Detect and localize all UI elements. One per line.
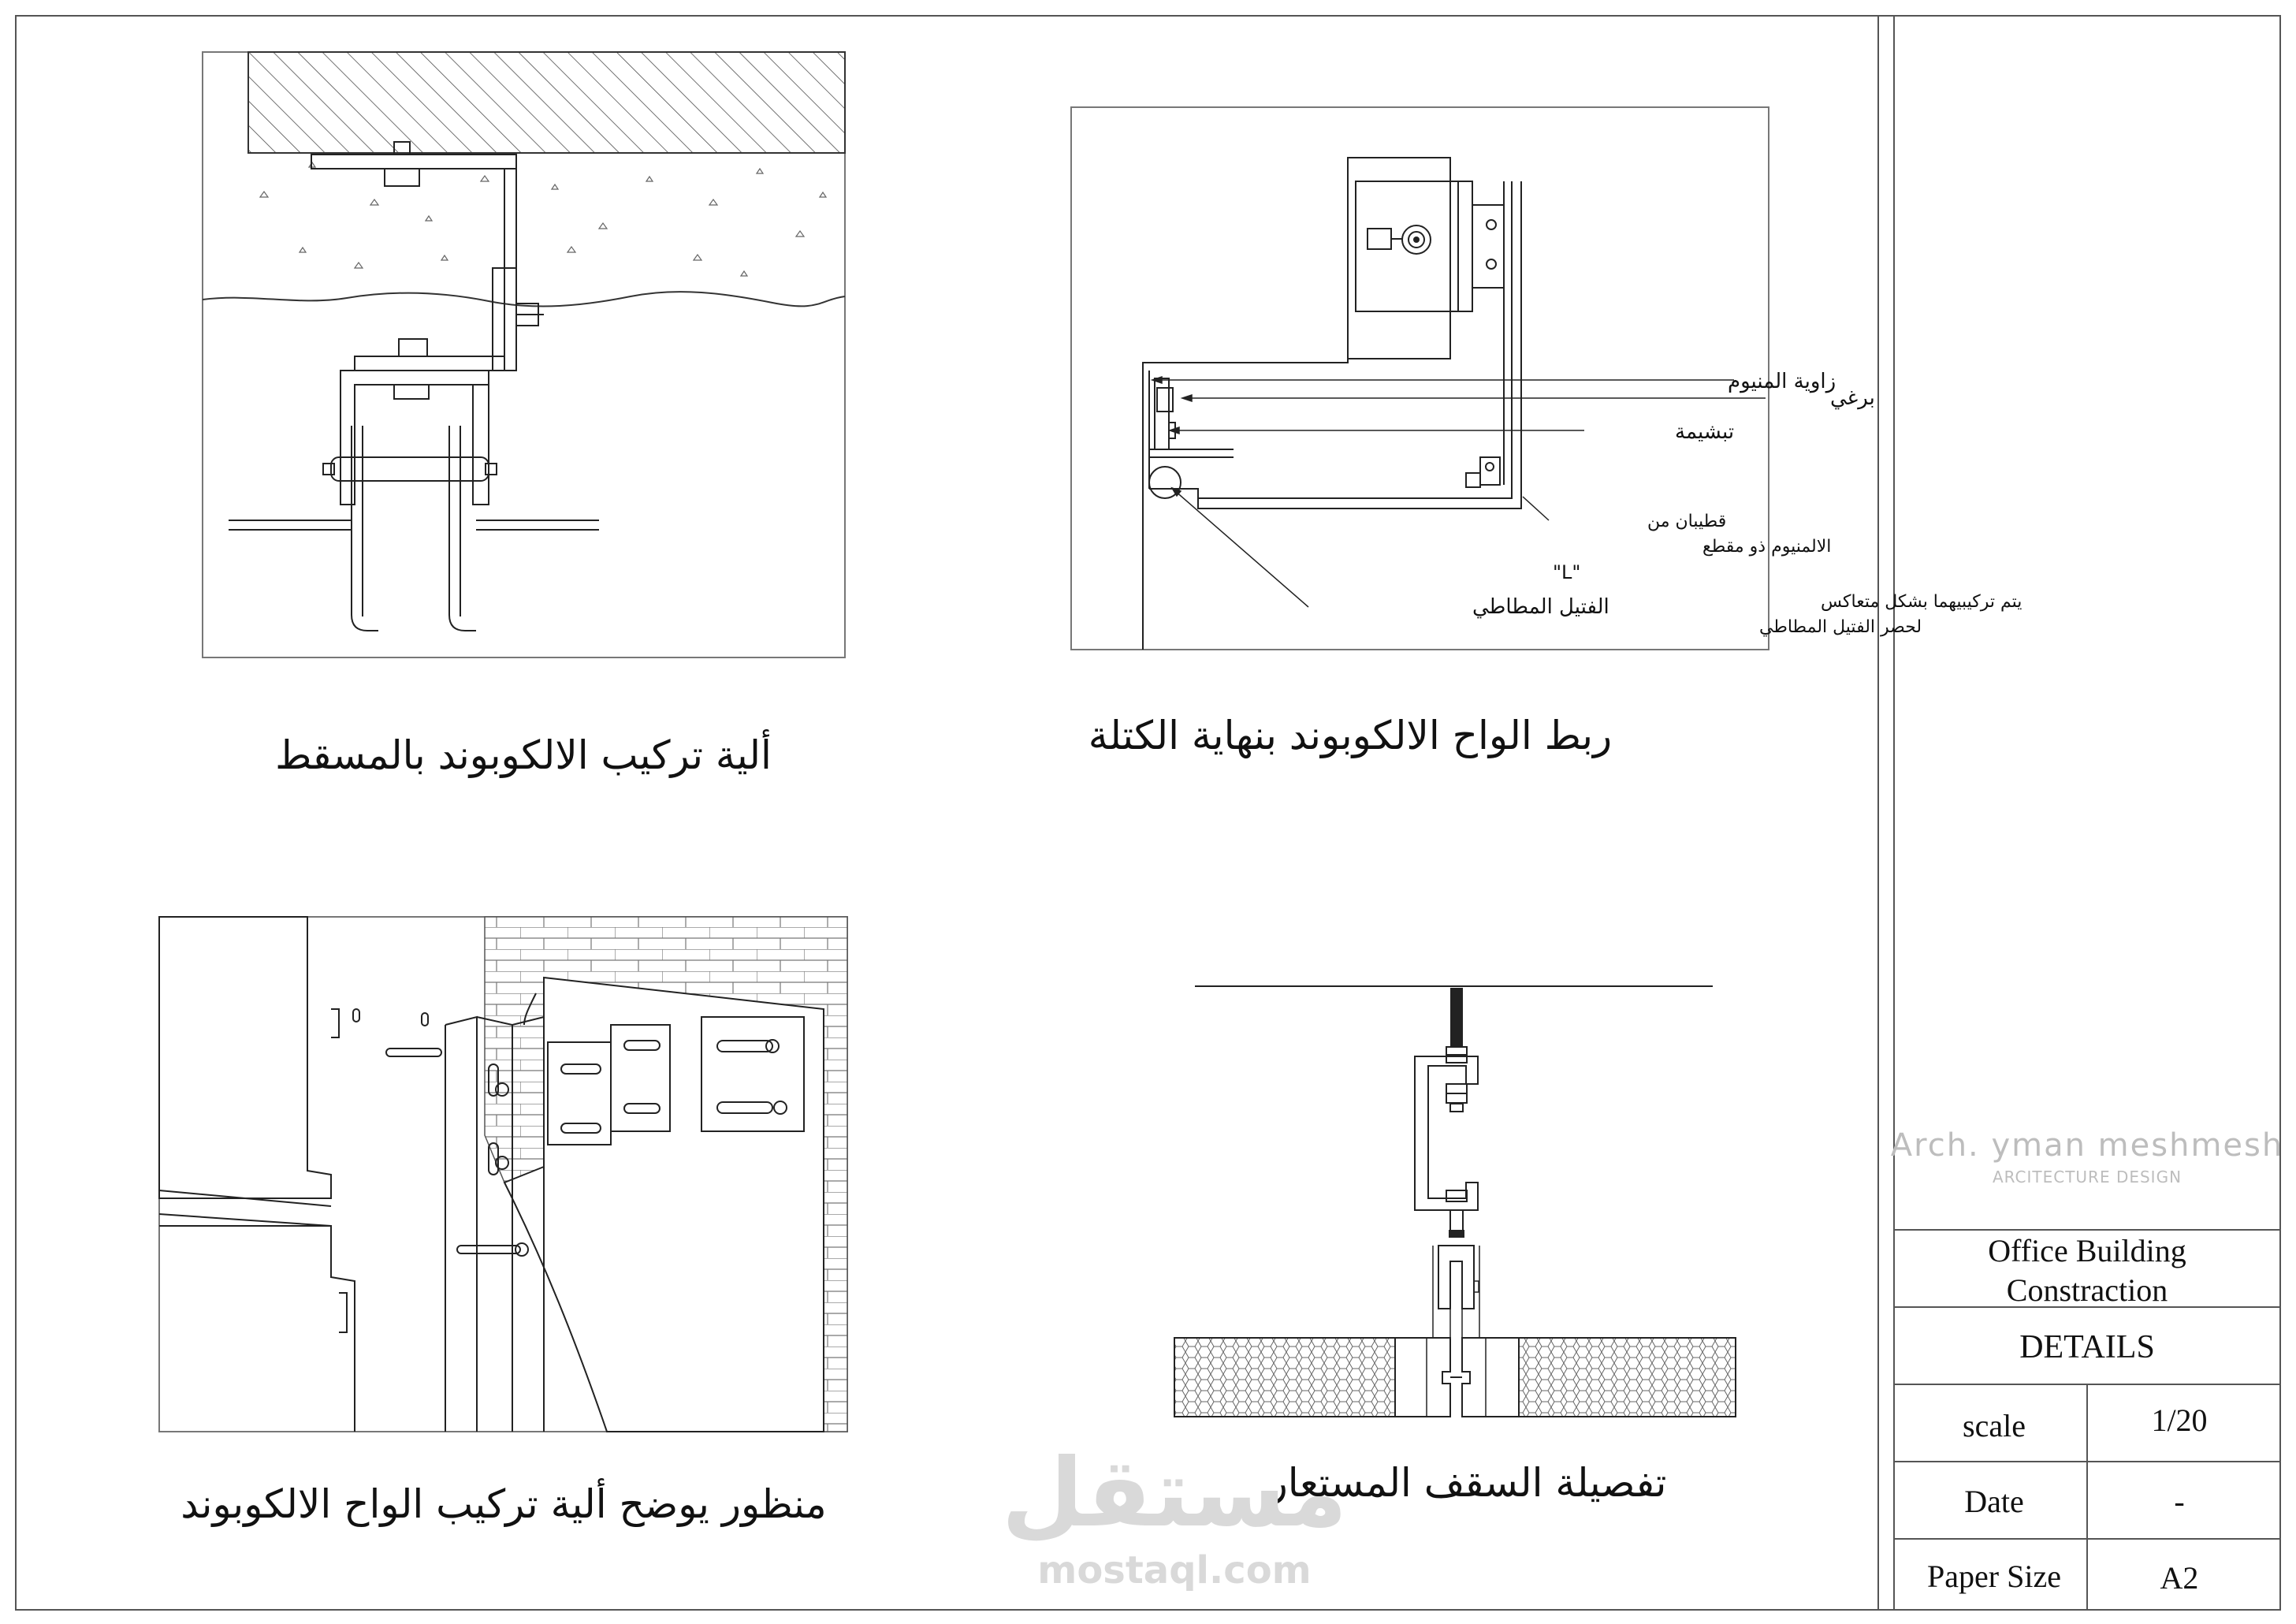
project-name-line1: Office Building (1988, 1233, 2186, 1268)
label-screw: برغي (1830, 386, 1875, 410)
project-name-line2: Constraction (2006, 1272, 2168, 1308)
watermark-latin: mostaql.com (1037, 1548, 1312, 1592)
detail-suspended-ceiling (1174, 986, 1736, 1417)
label-l-section-line3: "L" (1553, 561, 1581, 583)
label-rubber-wick: الفتيل المطاطي (1472, 595, 1609, 619)
label-l-section-line2: الالمنيوم ذو مقطع (1702, 537, 1832, 557)
label-aluminum-angle: زاوية المنيوم (1728, 370, 1836, 393)
caption-bottom-left: منظور يوضح ألية تركيب الواح الالكوبوند (180, 1481, 827, 1527)
label-note-line2: لحصر الفتيل المطاطي (1759, 617, 1922, 637)
detail-edge-connection (1071, 107, 1769, 650)
watermark-arabic: مستقل (1001, 1439, 1348, 1548)
date-label: Date (1964, 1484, 2024, 1519)
brand-subtitle: ARCITECTURE DESIGN (1992, 1168, 2183, 1186)
label-l-section-line1: قطيبان من (1647, 512, 1727, 531)
brand-name: Arch. yman meshmesh (1890, 1127, 2284, 1164)
label-clip: تبشيمة (1675, 420, 1735, 444)
paper-size-label: Paper Size (1927, 1559, 2061, 1594)
caption-top-left: ألية تركيب الالكوبوند بالمسقط (275, 732, 772, 778)
detail-perspective (159, 917, 847, 1432)
caption-top-right: ربط الواح الالكوبوند بنهاية الكتلة (1088, 713, 1613, 758)
paper-size-value: A2 (2160, 1560, 2199, 1596)
caption-bottom-right: تفصيلة السقف المستعار (1268, 1460, 1667, 1506)
scale-label: scale (1963, 1408, 2026, 1443)
sheet-title: DETAILS (2019, 1329, 2155, 1365)
label-note-line1: يتم تركيبيهما بشكل متعاكس (1821, 592, 2022, 612)
detail-plan-cladding (203, 52, 845, 657)
scale-value: 1/20 (2151, 1402, 2208, 1438)
date-value: - (2174, 1484, 2185, 1519)
